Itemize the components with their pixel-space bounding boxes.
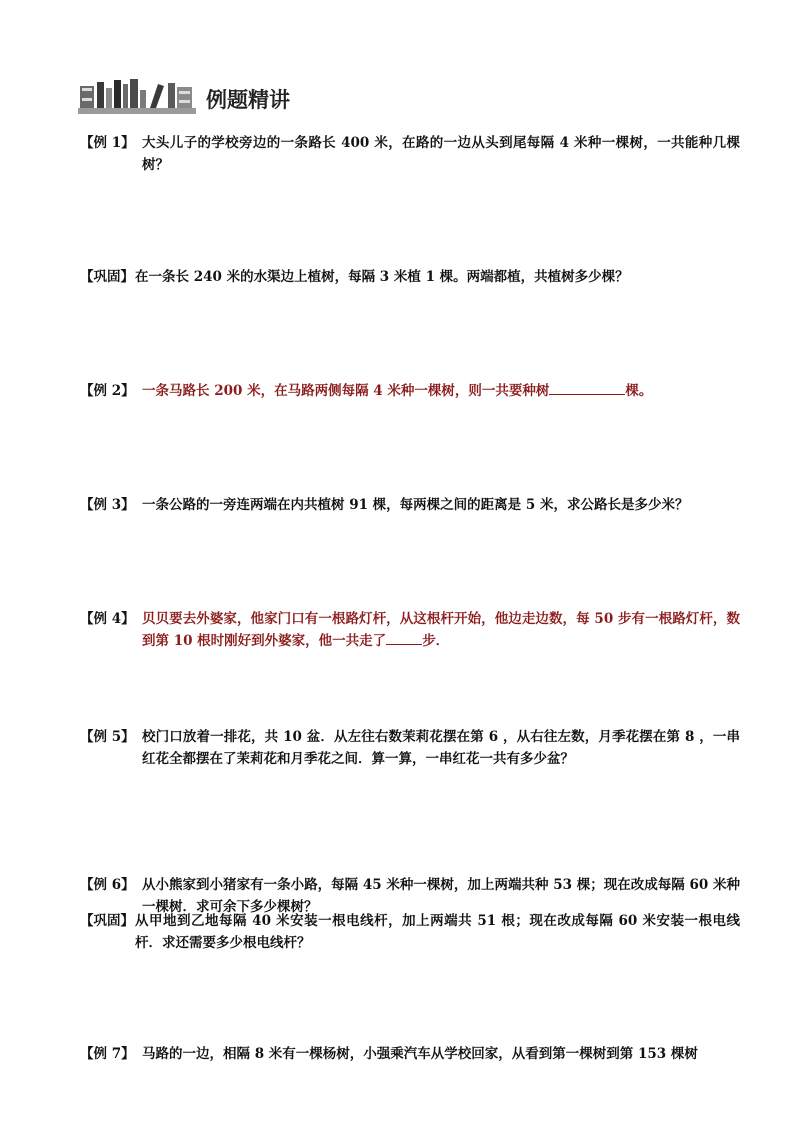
- answer-blank[interactable]: [386, 644, 422, 645]
- problem-example-1: [80, 132, 740, 176]
- problem-text: 从甲地到乙地每隔 40 米安装一根电线杆，加上两端共 51 根；现在改成每隔 60 米安装一根电线杆．求还需要多少根电线杆？: [135, 913, 740, 951]
- problem-example-5: [80, 726, 740, 770]
- problem-consolidate-1: [80, 266, 740, 288]
- problem-tag: 【例 1】: [80, 135, 135, 151]
- problem-text: 大头儿子的学校旁边的一条路长 400 米，在路的一边从头到尾每隔 4 米种一棵树，一共能种几棵树？: [142, 135, 740, 173]
- problem-text: [142, 608, 740, 652]
- books-on-shelf-icon: [78, 78, 196, 118]
- problem-tag: 【例 2】: [80, 383, 135, 399]
- problem-text: 在一条长 240 米的水渠边上植树，每隔 3 米植 1 棵。两端都植，共植树多少棵？: [135, 269, 629, 285]
- problem-text-before: 一条马路长 200 米，在马路两侧每隔 4 米种一棵树，则一共要种树: [142, 383, 550, 399]
- problem-example-4: [80, 608, 740, 652]
- problem-consolidate-2: [80, 910, 740, 954]
- problem-example-7: [80, 1043, 740, 1065]
- problem-text: 马路的一边，相隔 8 米有一棵杨树，小强乘汽车从学校回家，从看到第一棵树到第 153 棵树: [142, 1046, 698, 1062]
- problem-tag: 【巩固】: [80, 269, 134, 285]
- problem-tag: 【巩固】: [80, 913, 134, 929]
- problem-tag: 【例 4】: [80, 611, 135, 627]
- problem-example-2: [80, 380, 740, 402]
- problem-tag: 【例 3】: [80, 497, 135, 513]
- problem-text-before: 贝贝要去外婆家，他家门口有一根路灯杆，从这根杆开始，他边走边数，每 50 步有一根路灯杆，数到第 10 根时刚好到外婆家，他一共走了: [142, 611, 740, 649]
- problem-text: 一条公路的一旁连两端在内共植树 91 棵，每两棵之间的距离是 5 米，求公路长是多少米？: [142, 497, 689, 513]
- answer-blank[interactable]: [549, 394, 625, 395]
- problem-text: [142, 380, 740, 402]
- problem-text: 从小熊家到小猪家有一条小路，每隔 45 米种一棵树，加上两端共种 53 棵；现在改成每隔 60 米种一棵树．求可余下多少棵树？: [142, 877, 740, 915]
- problem-tag: 【例 7】: [80, 1046, 135, 1062]
- problem-tag: 【例 6】: [80, 877, 135, 893]
- problem-text-after: 步．: [422, 633, 450, 649]
- problem-example-3: [80, 494, 740, 516]
- problem-text: 校门口放着一排花，共 10 盆．从左往右数茉莉花摆在第 6 ，从右往左数，月季花摆在第 8 ，一串红花全都摆在了茉莉花和月季花之间．算一算，一串红花一共有多少盆？: [142, 729, 740, 767]
- problem-tag: 【例 5】: [80, 729, 135, 745]
- problem-text-after: 棵。: [625, 383, 653, 399]
- section-title: 例题精讲: [206, 88, 290, 112]
